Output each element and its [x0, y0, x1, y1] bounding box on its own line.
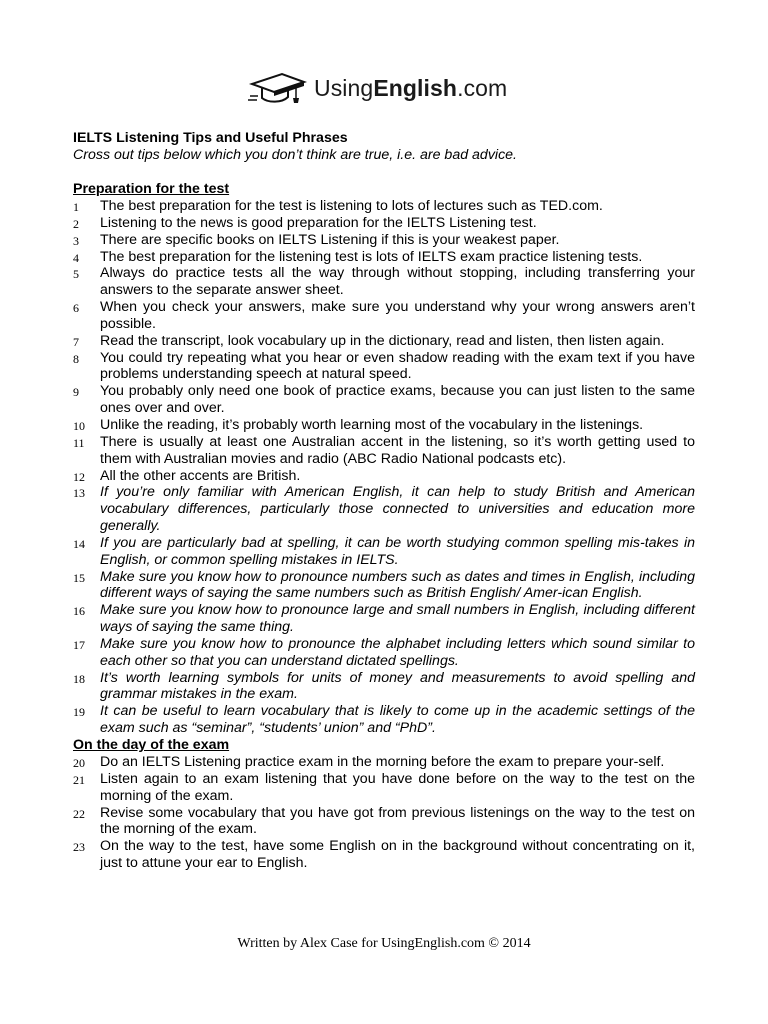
- tip-text: If you are particularly bad at spelling, it can be worth studying common spelling mis-takes in English, or common spelling mistakes in IELTS.: [100, 534, 695, 568]
- tip-text: It can be useful to learn vocabulary that is likely to come up in the academic settings of the exam such as “seminar”, “students’ union” and “PhD”.: [100, 703, 695, 737]
- tip-number: 6: [73, 301, 79, 316]
- tip-text: You probably only need one book of practice exams, because you can just listen to the same ones over and over.: [100, 383, 695, 417]
- tip-text: Make sure you know how to pronounce the alphabet including letters which sound similar to each other so that you can understand dictated spellings.: [100, 635, 695, 669]
- list-item: [73, 417, 695, 434]
- list-item: [73, 350, 695, 384]
- tips-list-preparation: [73, 198, 695, 737]
- tip-text: Revise some vocabulary that you have got from previous listenings on the way to the test on the morning of the exam.: [100, 804, 695, 838]
- document-body: [73, 130, 695, 872]
- list-item: [73, 754, 695, 771]
- graduation-cap-icon: [248, 70, 308, 106]
- tip-text: Listening to the news is good preparation for the IELTS Listening test.: [100, 214, 537, 231]
- list-item: [73, 636, 695, 670]
- list-item: [73, 805, 695, 839]
- list-item: [73, 249, 695, 266]
- list-item: [73, 198, 695, 215]
- tip-number: 9: [73, 385, 79, 400]
- list-item: [73, 468, 695, 485]
- site-logo: [248, 68, 507, 108]
- tip-number: 7: [73, 334, 79, 349]
- tip-number: 18: [73, 671, 85, 686]
- list-item: [73, 215, 695, 232]
- tip-number: 3: [73, 233, 79, 248]
- section-heading-exam-day: On the day of the exam: [73, 737, 230, 753]
- list-item: [73, 434, 695, 468]
- list-item: [73, 602, 695, 636]
- tips-list-exam-day: [73, 754, 695, 872]
- list-item: [73, 569, 695, 603]
- tip-text: There is usually at least one Australian accent in the listening, so it’s worth getting used to them with Australian movies and radio (ABC Radio National podcasts etc).: [100, 433, 695, 467]
- tip-text: Make sure you know how to pronounce large and small numbers in English, including different ways of saying the same thing.: [100, 602, 695, 636]
- tip-number: 20: [73, 756, 85, 770]
- tip-number: 16: [73, 604, 85, 619]
- tip-text: If you’re only familiar with American English, it can help to study British and American vocabulary differences, particularly those connected to universities and education more generally.: [100, 484, 695, 535]
- tip-number: 23: [73, 840, 85, 855]
- tip-number: 4: [73, 250, 79, 265]
- tip-number: 11: [73, 435, 85, 450]
- logo-bold: English: [373, 74, 458, 101]
- tip-text: Unlike the reading, it’s probably worth learning most of the vocabulary in the listenings.: [100, 416, 644, 433]
- section-heading-preparation: Preparation for the test: [73, 181, 230, 197]
- tip-number: 17: [73, 637, 85, 652]
- tip-number: 14: [73, 536, 85, 551]
- list-item: [73, 838, 695, 872]
- tip-number: 2: [73, 216, 79, 231]
- logo-suffix: .com: [457, 74, 508, 101]
- tip-number: 5: [73, 267, 79, 282]
- tip-text: Make sure you know how to pronounce numbers such as dates and times in English, including different ways of saying the same numbers such as British English/ Amer-ican English.: [100, 568, 695, 602]
- tip-number: 12: [73, 469, 85, 484]
- tip-text: You could try repeating what you hear or even shadow reading with the exam text if you have problems understanding speech at natural speed.: [100, 349, 695, 383]
- logo-prefix: Using: [314, 74, 374, 101]
- tip-number: 10: [73, 418, 85, 433]
- tip-text: The best preparation for the listening test is lots of IELTS exam practice listening tests.: [100, 248, 643, 265]
- tip-text: There are specific books on IELTS Listening if this is your weakest paper.: [100, 231, 560, 248]
- tip-text: Listen again to an exam listening that you have done before on the way to the test on the morning of the exam.: [100, 770, 695, 804]
- logo-wordmark: [314, 75, 507, 102]
- tip-text: The best preparation for the test is listening to lots of lectures such as TED.com.: [100, 198, 603, 214]
- tip-text: When you check your answers, make sure you understand why your wrong answers aren’t possible.: [100, 299, 695, 332]
- tip-number: 19: [73, 705, 85, 720]
- tip-text: Always do practice tests all the way through without stopping, including transferring your answers to the separate answer sheet.: [100, 265, 695, 299]
- list-item: [73, 484, 695, 535]
- list-item: [73, 670, 695, 704]
- list-item: [73, 383, 695, 417]
- list-item: [73, 232, 695, 249]
- list-item: [73, 333, 695, 350]
- tip-text: On the way to the test, have some English on in the background without concentrating on it, just to attune your ear to English.: [100, 838, 695, 872]
- list-item: [73, 265, 695, 299]
- document-title: IELTS Listening Tips and Useful Phrases: [73, 130, 348, 146]
- tip-number: 8: [73, 351, 79, 366]
- list-item: [73, 535, 695, 569]
- tip-text: All the other accents are British.: [100, 467, 301, 484]
- list-item: [73, 703, 695, 737]
- tip-text: It’s worth learning symbols for units of money and measurements to avoid spelling and grammar mistakes in the exam.: [100, 669, 695, 703]
- tip-text: Read the transcript, look vocabulary up in the dictionary, read and listen, then listen again.: [100, 332, 665, 349]
- tip-number: 13: [73, 486, 85, 501]
- document-instructions: Cross out tips below which you don’t think are true, i.e. are bad advice.: [73, 147, 517, 163]
- list-item: [73, 299, 695, 333]
- tip-number: 21: [73, 772, 85, 787]
- tip-number: 15: [73, 570, 85, 585]
- tip-number: 22: [73, 806, 85, 821]
- tip-text: Do an IELTS Listening practice exam in the morning before the exam to prepare your-self.: [100, 754, 665, 770]
- tip-number: 1: [73, 200, 79, 214]
- footer-credit: Written by Alex Case for UsingEnglish.com © 2014: [237, 936, 531, 951]
- list-item: [73, 771, 695, 805]
